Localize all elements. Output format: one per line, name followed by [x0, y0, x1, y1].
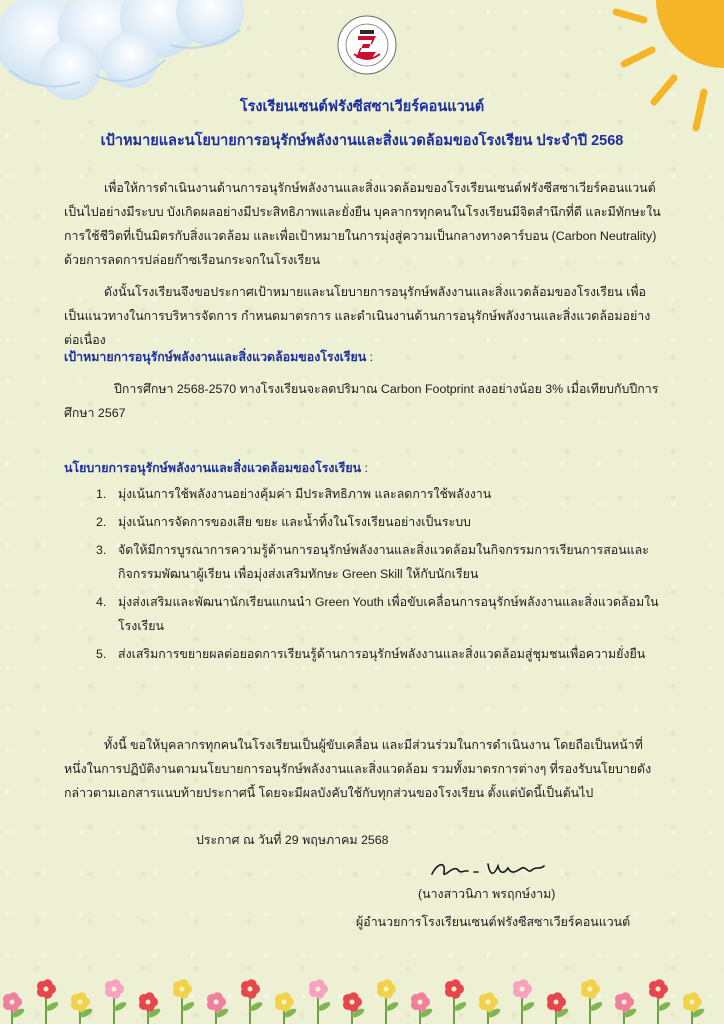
intro-paragraph: เพื่อให้การดำเนินงานด้านการอนุรักษ์พลังงานและสิ่งแวดล้อมของโรงเรียนเซนต์ฟรังซีสซาเวียร์คอนแวนต์ เป็นไปอย่างมีระบบ บังเกิดผลอย่างมีประสิทธิภาพและยั่งยืน บุคลากรทุกคนในโรงเรียนมีจิตสำนึกที่ดี และมีทักษะในการใช้ชีวิตที่เป็นมิตรกับสิ่งแวดล้อม และเพื่อเป้าหมายในการมุ่งสู่ความเป็นกลางทางคาร์บอน (Carbon Neutrality) ด้วยการลดการปล่อยก๊าซเรือนกระจกในโรงเรียน [64, 181, 661, 267]
flower-border-decoration [0, 950, 724, 1024]
goal-heading-text: เป้าหมายการอนุรักษ์พลังงานและสิ่งแวดล้อมของโรงเรียน [64, 350, 367, 364]
cloud-decoration [0, 0, 260, 110]
policy-heading-colon: : [361, 461, 368, 475]
handwritten-signature [428, 856, 558, 884]
policy-item [96, 590, 666, 638]
goal-heading [64, 345, 373, 369]
policy-item [96, 510, 666, 534]
announce-paragraph: ดังนั้นโรงเรียนจึงขอประกาศเป้าหมายและนโยบายการอนุรักษ์พลังงานและสิ่งแวดล้อมของโรงเรียน เพื่อเป็นแนวทางในการบริหารจัดการ กำหนดมาตรการ และดำเนินงานด้านการอนุรักษ์พลังงานและสิ่งแวดล้อมอย่างต่อเนื่อง [64, 285, 651, 347]
signer-name: (นางสาวนิภา พรฤกษ์งาม) [418, 887, 556, 901]
goal-text: ปีการศึกษา 2568-2570 ทางโรงเรียนจะลดปริมาณ Carbon Footprint ลงอย่างน้อย 3% เมื่อเทียบกับปีการศึกษา 2567 [64, 382, 659, 420]
policy-number: 2. [96, 515, 107, 529]
goal-heading-colon: : [366, 350, 374, 364]
policy-text: มุ่งส่งเสริมและพัฒนานักเรียนแกนนำ Green Youth เพื่อขับเคลื่อนการอนุรักษ์พลังงานและสิ่งแวดล้อมในโรงเรียน [118, 595, 659, 633]
policy-number: 5. [96, 647, 107, 661]
policy-number: 3. [96, 543, 107, 557]
closing-paragraph: ทั้งนี้ ขอให้บุคลากรทุกคนในโรงเรียนเป็นผู้ขับเคลื่อน และมีส่วนร่วมในการดำเนินงาน โดยถือเป็นหน้าที่หนึ่งในการปฏิบัติงานตามนโยบายการอนุรักษ์พลังงานและสิ่งแวดล้อม รวมทั้งมาตรการต่างๆ ที่รองรับนโยบายดังกล่าวตามเอกสารแนบท้ายประกาศนี้ โดยจะมีผลบังคับใช้กับทุกส่วนของโรงเรียน ตั้งแต่บัดนี้เป็นต้นไป [64, 738, 652, 800]
policy-list [96, 482, 666, 670]
policy-heading-text: นโยบายการอนุรักษ์พลังงานและสิ่งแวดล้อมของโรงเรียน [64, 461, 362, 475]
school-seal-logo [336, 14, 398, 76]
policy-text: มุ่งเน้นการจัดการของเสีย ขยะ และน้ำทิ้งในโรงเรียนอย่างเป็นระบบ [118, 515, 471, 529]
school-name: โรงเรียนเซนต์ฟรังซีสซาเวียร์คอนแวนต์ [239, 99, 485, 115]
policy-text: จัดให้มีการบูรณาการความรู้ด้านการอนุรักษ์พลังงานและสิ่งแวดล้อมในกิจกรรมการเรียนการสอนและกิจกรรมพัฒนาผู้เรียน เพื่อมุ่งส่งเสริมทักษะ Green Skill ให้กับนักเรียน [118, 543, 649, 581]
announcement-date: ประกาศ ณ วันที่ 29 พฤษภาคม 2568 [196, 833, 389, 847]
policy-item [96, 642, 666, 666]
policy-text: ส่งเสริมการขยายผลต่อยอดการเรียนรู้ด้านการอนุรักษ์พลังงานและสิ่งแวดล้อมสู่ชุมชนเพื่อความยั่งยืน [118, 647, 646, 661]
document-title: เป้าหมายและนโยบายการอนุรักษ์พลังงานและสิ่งแวดล้อมของโรงเรียน ประจำปี 2568 [100, 133, 624, 149]
policy-heading [64, 456, 368, 480]
policy-number: 4. [96, 595, 107, 609]
signer-title: ผู้อำนวยการโรงเรียนเซนต์ฟรังซีสซาเวียร์คอนแวนต์ [356, 915, 631, 929]
policy-item [96, 482, 666, 506]
policy-item [96, 538, 666, 586]
policy-number: 1. [96, 487, 107, 501]
sun-decoration [574, 0, 724, 150]
policy-text: มุ่งเน้นการใช้พลังงานอย่างคุ้มค่า มีประสิทธิภาพ และลดการใช้พลังงาน [118, 487, 492, 501]
